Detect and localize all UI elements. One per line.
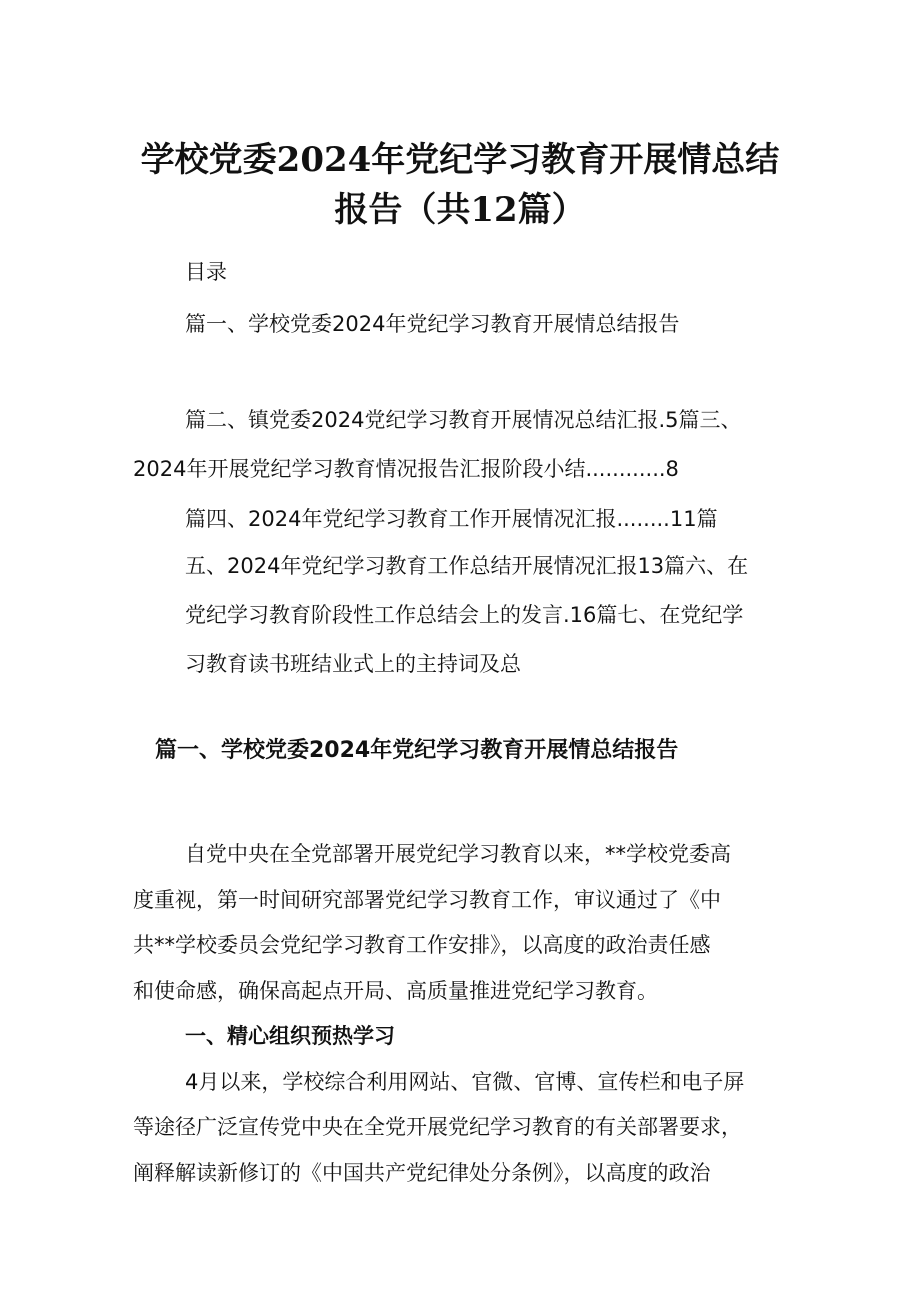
toc-entry: 习教育读书班结业式上的主持词及总 [185, 652, 521, 676]
paragraph-line: 度重视，第一时间研究部署党纪学习教育工作，审议通过了《中 [133, 888, 721, 912]
paragraph-line: 4月以来，学校综合利用网站、官微、官博、宣传栏和电子屏 [185, 1070, 745, 1094]
document-title-line-1: 学校党委2024年党纪学习教育开展情总结 [140, 140, 780, 180]
section-heading: 篇一、学校党委2024年党纪学习教育开展情总结报告 [155, 738, 679, 763]
paragraph-line: 自党中央在全党部署开展党纪学习教育以来，**学校党委高 [185, 842, 731, 866]
toc-entry: 篇一、学校党委2024年党纪学习教育开展情总结报告 [185, 312, 680, 336]
document-title-line-2: 报告（共12篇） [334, 190, 586, 230]
paragraph-line: 共**学校委员会党纪学习教育工作安排》，以高度的政治责任感 [133, 933, 711, 957]
toc-label: 目录 [185, 260, 227, 284]
toc-entry: 篇二、镇党委2024党纪学习教育开展情况总结汇报.5篇三、 [185, 408, 742, 432]
paragraph-line: 和使命感，确保高起点开局、高质量推进党纪学习教育。 [133, 979, 658, 1003]
subsection-heading: 一、精心组织预热学习 [185, 1024, 395, 1048]
toc-entry: 党纪学习教育阶段性工作总结会上的发言.16篇七、在党纪学 [185, 603, 744, 627]
toc-entry: 2024年开展党纪学习教育情况报告汇报阶段小结............8 [133, 457, 679, 481]
paragraph-line: 阐释解读新修订的《中国共产党纪律处分条例》，以高度的政治 [133, 1161, 711, 1185]
toc-entry: 五、2024年党纪学习教育工作总结开展情况汇报13篇六、在 [185, 554, 749, 578]
toc-entry: 篇四、2024年党纪学习教育工作开展情况汇报........11篇 [185, 507, 718, 531]
paragraph-line: 等途径广泛宣传党中央在全党开展党纪学习教育的有关部署要求， [133, 1115, 742, 1139]
